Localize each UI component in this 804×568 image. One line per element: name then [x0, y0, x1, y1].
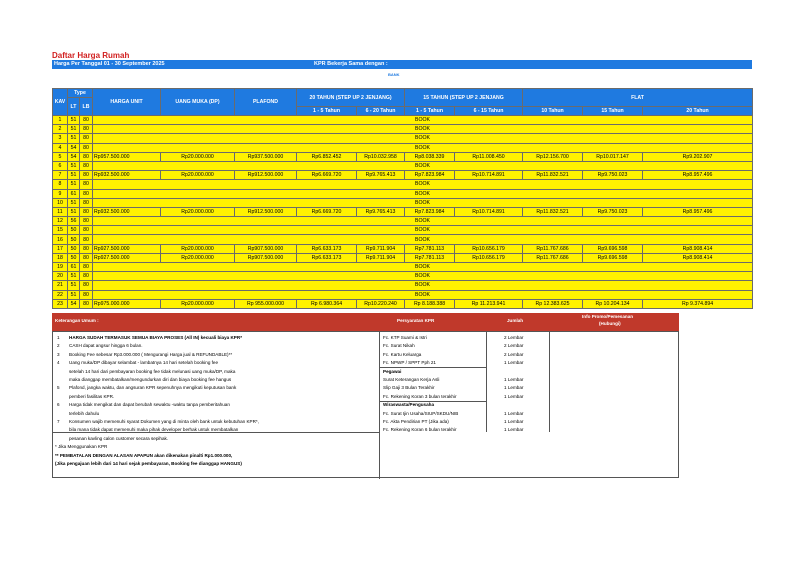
- lt-cell: 51: [68, 116, 80, 125]
- info-promo-title: Info Promo/Pemesanan: [582, 314, 634, 319]
- flat-15-cell: Rp10.017.147: [583, 152, 643, 161]
- table-row: [53, 207, 753, 216]
- lb-cell: 80: [80, 272, 93, 281]
- note-text: CASH dapat angsur hingga 6 bulan.: [69, 343, 143, 349]
- lt-cell: 61: [68, 263, 80, 272]
- book-status-cell: BOOK: [93, 161, 753, 170]
- note-number: 1: [57, 335, 60, 340]
- book-status-cell: BOOK: [93, 134, 753, 143]
- requirement-item: Fc. Kartu Keluarga: [383, 351, 422, 357]
- header-kav: KAV: [53, 89, 68, 116]
- flat-20-cell: Rp8.957.496: [643, 171, 753, 180]
- requirement-amount: 2 Lembar: [504, 343, 524, 349]
- requirement-amount: 1 Lembar: [504, 410, 524, 416]
- note-number: 7: [57, 419, 60, 424]
- plafond-cell: Rp907.500.000: [235, 244, 297, 253]
- lt-cell: 50: [68, 235, 80, 244]
- lb-cell: 80: [80, 134, 93, 143]
- amount-title: Jumlah: [507, 318, 524, 323]
- requirement-amount: 1 Lembar: [504, 427, 524, 433]
- lb-cell: 80: [80, 207, 93, 216]
- lb-cell: 80: [80, 226, 93, 235]
- note-text: Uang muka/DP dibayar selambat - lambatnya 14 hari setelah booking fee: [69, 360, 219, 366]
- table-row: [53, 299, 753, 308]
- kav-cell: 3: [53, 134, 68, 143]
- flat-10-cell: Rp11.767.686: [523, 244, 583, 253]
- angsuran-20-a-cell: Rp6.633.173: [297, 244, 357, 253]
- table-row: [53, 217, 753, 226]
- uang-muka-cell: Rp20.000.000: [161, 207, 235, 216]
- kav-cell: 5: [53, 152, 68, 161]
- kav-cell: 23: [53, 299, 68, 308]
- table-row: [53, 180, 753, 189]
- lb-cell: 80: [80, 180, 93, 189]
- uang-muka-cell: Rp20.000.000: [161, 244, 235, 253]
- table-row: [53, 116, 753, 125]
- table-row: [53, 134, 753, 143]
- requirements-title: Persyaratan KPR: [397, 318, 435, 323]
- flat-15-cell: Rp9.696.598: [583, 253, 643, 262]
- lb-cell: 80: [80, 281, 93, 290]
- angsuran-15-b-cell: Rp10.656.179: [455, 253, 523, 262]
- lb-cell: 80: [80, 189, 93, 198]
- flat-20-cell: Rp9.202.907: [643, 152, 753, 161]
- lb-cell: 80: [80, 198, 93, 207]
- note-text: ** PEMBATALAN DENGAN ALASAN APAPUN akan dikenakan pinalti Rp1.000.000,: [55, 452, 233, 458]
- lt-cell: 51: [68, 161, 80, 170]
- kav-cell: 9: [53, 189, 68, 198]
- plafond-cell: Rp 955.000.000: [235, 299, 297, 308]
- note-text: Plafond, jangka waktu, dan angsuran KPR sepenuhnya mengikuti keputusan bank: [69, 385, 237, 391]
- header-lb: LB: [80, 98, 93, 116]
- requirement-item: Fc. NPWP / SPPT Pph 21: [383, 360, 436, 366]
- lt-cell: 54: [68, 299, 80, 308]
- harga-unit-cell: Rp957.500.000: [93, 152, 161, 161]
- angsuran-20-a-cell: Rp6.669.720: [297, 207, 357, 216]
- lt-cell: 50: [68, 253, 80, 262]
- requirement-amount: 2 Lembar: [504, 335, 524, 340]
- lt-cell: 50: [68, 226, 80, 235]
- header-flat-20: 20 Tahun: [643, 107, 753, 116]
- lb-cell: 80: [80, 299, 93, 308]
- book-status-cell: BOOK: [93, 189, 753, 198]
- lb-cell: 80: [80, 244, 93, 253]
- lt-cell: 61: [68, 189, 80, 198]
- note-number: 2: [57, 343, 60, 349]
- note-text: (Jika pengajuan lebih dari 14 hari sejak pembayaran, Booking fee dianggap HANGUS): [55, 461, 242, 466]
- flat-10-cell: Rp 12.383.625: [523, 299, 583, 308]
- kav-cell: 20: [53, 272, 68, 281]
- info-contact-title: (Hubungi): [599, 321, 621, 326]
- angsuran-15-b-cell: Rp10.714.891: [455, 207, 523, 216]
- kav-cell: 1: [53, 116, 68, 125]
- angsuran-20-a-cell: Rp 6.980.364: [297, 299, 357, 308]
- note-text: Booking Fee sebesar Rp3.000.000 ( Mengurangi Harga jual & REFUNDABLE)**: [69, 351, 233, 357]
- lb-cell: 80: [80, 116, 93, 125]
- table-row: [53, 125, 753, 134]
- kpr-partner-label: KPR Bekerja Sama dengan :: [314, 61, 388, 67]
- requirement-item: Fc. Akta Pendirian PT (Jika ada): [383, 419, 449, 424]
- table-row: [53, 143, 753, 152]
- angsuran-20-b-cell: Rp10.032.958: [357, 152, 405, 161]
- plafond-cell: Rp937.500.000: [235, 152, 297, 161]
- flat-20-cell: Rp 9.374.894: [643, 299, 753, 308]
- lt-cell: 51: [68, 290, 80, 299]
- angsuran-15-b-cell: Rp11.008.450: [455, 152, 523, 161]
- kav-cell: 15: [53, 226, 68, 235]
- flat-20-cell: Rp8.908.414: [643, 253, 753, 262]
- table-row: [53, 189, 753, 198]
- header-20-tahun: 20 TAHUN (STEP UP 2 JENJANG): [297, 89, 405, 107]
- requirement-item: Fc. Rekening Koran 6 bulan terakhir: [383, 427, 457, 433]
- angsuran-15-a-cell: Rp8.038.339: [405, 152, 455, 161]
- flat-10-cell: Rp12.156.700: [523, 152, 583, 161]
- kav-cell: 21: [53, 281, 68, 290]
- lb-cell: 80: [80, 143, 93, 152]
- table-row: [53, 281, 753, 290]
- price-table: [52, 88, 753, 309]
- flat-15-cell: Rp9.750.023: [583, 207, 643, 216]
- notes-header: [52, 313, 679, 331]
- requirement-item: Slip Gaji 3 Bulan Terakhir: [383, 385, 435, 391]
- flat-20-cell: Rp8.908.414: [643, 244, 753, 253]
- note-number: 3: [57, 351, 60, 357]
- angsuran-20-a-cell: Rp6.669.720: [297, 171, 357, 180]
- requirement-amount: 1 Lembar: [504, 385, 524, 391]
- angsuran-20-b-cell: Rp9.711.904: [357, 253, 405, 262]
- angsuran-15-b-cell: Rp10.714.891: [455, 171, 523, 180]
- angsuran-15-b-cell: Rp10.656.179: [455, 244, 523, 253]
- kav-cell: 22: [53, 290, 68, 299]
- lb-cell: 80: [80, 171, 93, 180]
- book-status-cell: BOOK: [93, 180, 753, 189]
- note-text: Harga tidak mengikat dan dapat berubah sewaktu -waktu tanpa pemberitahuan: [69, 402, 230, 408]
- notes-title: Keterangan Umum :: [55, 318, 99, 323]
- angsuran-15-a-cell: Rp7.781.113: [405, 253, 455, 262]
- book-status-cell: BOOK: [93, 226, 753, 235]
- notes-section: [52, 313, 679, 478]
- lt-cell: 51: [68, 198, 80, 207]
- header-lt: LT: [68, 98, 80, 116]
- harga-unit-cell: Rp932.500.000: [93, 171, 161, 180]
- subtitle-bar: [52, 60, 752, 69]
- book-status-cell: BOOK: [93, 263, 753, 272]
- header-15-a: 1 - 5 Tahun: [405, 107, 455, 116]
- note-number: 5: [57, 385, 60, 391]
- note-text: pemberi fasilitas KPR.: [69, 393, 115, 399]
- header-15-tahun: 15 TAHUN (STEP UP 2 JENJANG: [405, 89, 523, 107]
- table-row: [53, 226, 753, 235]
- page-title: Daftar Harga Rumah: [52, 51, 130, 60]
- book-status-cell: BOOK: [93, 272, 753, 281]
- flat-10-cell: Rp11.767.686: [523, 253, 583, 262]
- book-status-cell: BOOK: [93, 290, 753, 299]
- book-status-cell: BOOK: [93, 116, 753, 125]
- angsuran-15-a-cell: Rp 8.188.388: [405, 299, 455, 308]
- book-status-cell: BOOK: [93, 143, 753, 152]
- kav-cell: 7: [53, 171, 68, 180]
- table-row: [53, 272, 753, 281]
- note-number: 4: [57, 360, 60, 366]
- header-20-b: 6 - 20 Tahun: [357, 107, 405, 116]
- lb-cell: 80: [80, 161, 93, 170]
- lt-cell: 50: [68, 244, 80, 253]
- header-15-b: 6 - 15 Tahun: [455, 107, 523, 116]
- requirement-amount: 2 Lembar: [504, 351, 524, 357]
- flat-10-cell: Rp11.832.521: [523, 171, 583, 180]
- requirement-amount: 1 Lembar: [504, 419, 524, 424]
- book-status-cell: BOOK: [93, 235, 753, 244]
- angsuran-20-b-cell: Rp9.765.413: [357, 207, 405, 216]
- book-status-cell: BOOK: [93, 198, 753, 207]
- angsuran-20-a-cell: Rp6.852.452: [297, 152, 357, 161]
- note-text: maka dianggap membatalkan/mengundurkan diri dan biaya booking fee hangus: [69, 377, 232, 382]
- requirement-item: Fc. Rekening Koran 3 bulan terakhir: [383, 393, 457, 399]
- header-plafond: PLAFOND: [235, 89, 297, 116]
- angsuran-15-a-cell: Rp7.823.984: [405, 171, 455, 180]
- kav-cell: 11: [53, 207, 68, 216]
- lb-cell: 80: [80, 217, 93, 226]
- requirement-item: Fc. Surat Nikah: [383, 343, 415, 349]
- uang-muka-cell: Rp20.000.000: [161, 152, 235, 161]
- lt-cell: 51: [68, 180, 80, 189]
- plafond-cell: Rp912.500.000: [235, 207, 297, 216]
- table-row: [53, 263, 753, 272]
- angsuran-15-a-cell: Rp7.823.984: [405, 207, 455, 216]
- kav-cell: 4: [53, 143, 68, 152]
- table-row: [53, 235, 753, 244]
- table-row: [53, 198, 753, 207]
- lt-cell: 51: [68, 207, 80, 216]
- note-text: bila mana tidak dapat memenuhi maka pihak developer berhak untuk membatalkan: [69, 427, 239, 433]
- header-uang-muka: UANG MUKA (DP): [161, 89, 235, 116]
- lb-cell: 80: [80, 290, 93, 299]
- lb-cell: 80: [80, 235, 93, 244]
- flat-15-cell: Rp 10.204.134: [583, 299, 643, 308]
- uang-muka-cell: Rp20.000.000: [161, 253, 235, 262]
- requirement-amount: 1 Lembar: [504, 360, 524, 366]
- flat-15-cell: Rp9.750.023: [583, 171, 643, 180]
- lt-cell: 56: [68, 217, 80, 226]
- table-row: [53, 253, 753, 262]
- uang-muka-cell: Rp20.000.000: [161, 171, 235, 180]
- lt-cell: 51: [68, 272, 80, 281]
- note-text: * Jika Menggunakan KPR: [55, 444, 108, 450]
- kav-cell: 17: [53, 244, 68, 253]
- book-status-cell: BOOK: [93, 281, 753, 290]
- lt-cell: 51: [68, 171, 80, 180]
- kav-cell: 12: [53, 217, 68, 226]
- requirement-item: Wiraswasta/Pengusaha: [383, 402, 435, 408]
- lt-cell: 51: [68, 281, 80, 290]
- flat-15-cell: Rp9.696.598: [583, 244, 643, 253]
- header-20-a: 1 - 5 Tahun: [297, 107, 357, 116]
- bank-logo: BANK: [388, 72, 400, 77]
- kav-cell: 18: [53, 253, 68, 262]
- note-text: pesanan kavling calon customer secara sepihak.: [69, 435, 169, 441]
- angsuran-20-b-cell: Rp9.765.413: [357, 171, 405, 180]
- angsuran-20-b-cell: Rp9.711.904: [357, 244, 405, 253]
- harga-unit-cell: Rp975.000.000: [93, 299, 161, 308]
- table-row: [53, 152, 753, 161]
- header-flat-10: 10 Tahun: [523, 107, 583, 116]
- kav-cell: 10: [53, 198, 68, 207]
- table-row: [53, 161, 753, 170]
- table-row: [53, 290, 753, 299]
- note-text: HARGA SUDAH TERMASUK SEMUA BIAYA PROSES (All IN) kecuali biaya KPR*: [69, 335, 242, 340]
- requirement-item: Fc. KTP Suami & Istri: [383, 335, 427, 340]
- kav-cell: 19: [53, 263, 68, 272]
- angsuran-15-b-cell: Rp 11.213.941: [455, 299, 523, 308]
- requirement-amount: 1 Lembar: [504, 393, 524, 399]
- harga-unit-cell: Rp927.500.000: [93, 244, 161, 253]
- angsuran-20-a-cell: Rp6.633.173: [297, 253, 357, 262]
- kav-cell: 6: [53, 161, 68, 170]
- kav-cell: 8: [53, 180, 68, 189]
- note-text: setelah 14 hari dari pembayaran booking fee tidak melunasi uang muka/DP, maka: [69, 368, 236, 374]
- lb-cell: 80: [80, 263, 93, 272]
- price-period: Harga Per Tanggal 01 - 30 September 2025: [54, 61, 165, 67]
- header-harga-unit: HARGA UNIT: [93, 89, 161, 116]
- kav-cell: 16: [53, 235, 68, 244]
- header-type: Type: [68, 89, 93, 98]
- flat-10-cell: Rp11.832.521: [523, 207, 583, 216]
- plafond-cell: Rp912.500.000: [235, 171, 297, 180]
- table-row: [53, 244, 753, 253]
- plafond-cell: Rp907.500.000: [235, 253, 297, 262]
- lt-cell: 51: [68, 134, 80, 143]
- lt-cell: 54: [68, 143, 80, 152]
- book-status-cell: BOOK: [93, 217, 753, 226]
- uang-muka-cell: Rp20.000.000: [161, 299, 235, 308]
- angsuran-15-a-cell: Rp7.781.113: [405, 244, 455, 253]
- note-text: Konsumen wajib memenuhi syarat Dokumen yang di minta oleh bank untuk kebutuhan KPR*,: [69, 419, 259, 424]
- flat-20-cell: Rp8.957.496: [643, 207, 753, 216]
- note-number: 6: [57, 402, 60, 408]
- angsuran-20-b-cell: Rp10.220.240: [357, 299, 405, 308]
- requirement-amount: 1 Lembar: [504, 377, 524, 382]
- table-row: [53, 171, 753, 180]
- requirement-item: Surat Keterangan Kerja Asli: [383, 377, 440, 382]
- kav-cell: 2: [53, 125, 68, 134]
- lt-cell: 54: [68, 152, 80, 161]
- header-flat: FLAT: [523, 89, 753, 107]
- requirement-item: Pegawai: [383, 368, 402, 374]
- note-text: terlebih dahulu: [69, 410, 100, 416]
- lb-cell: 80: [80, 253, 93, 262]
- harga-unit-cell: Rp927.500.000: [93, 253, 161, 262]
- lb-cell: 80: [80, 125, 93, 134]
- harga-unit-cell: Rp932.500.000: [93, 207, 161, 216]
- header-flat-15: 15 Tahun: [583, 107, 643, 116]
- notes-body: [52, 331, 679, 478]
- lt-cell: 51: [68, 125, 80, 134]
- book-status-cell: BOOK: [93, 125, 753, 134]
- lb-cell: 80: [80, 152, 93, 161]
- requirement-item: Fc. Surat Ijin Usaha/SIUP/SKDU/NIB: [383, 410, 459, 416]
